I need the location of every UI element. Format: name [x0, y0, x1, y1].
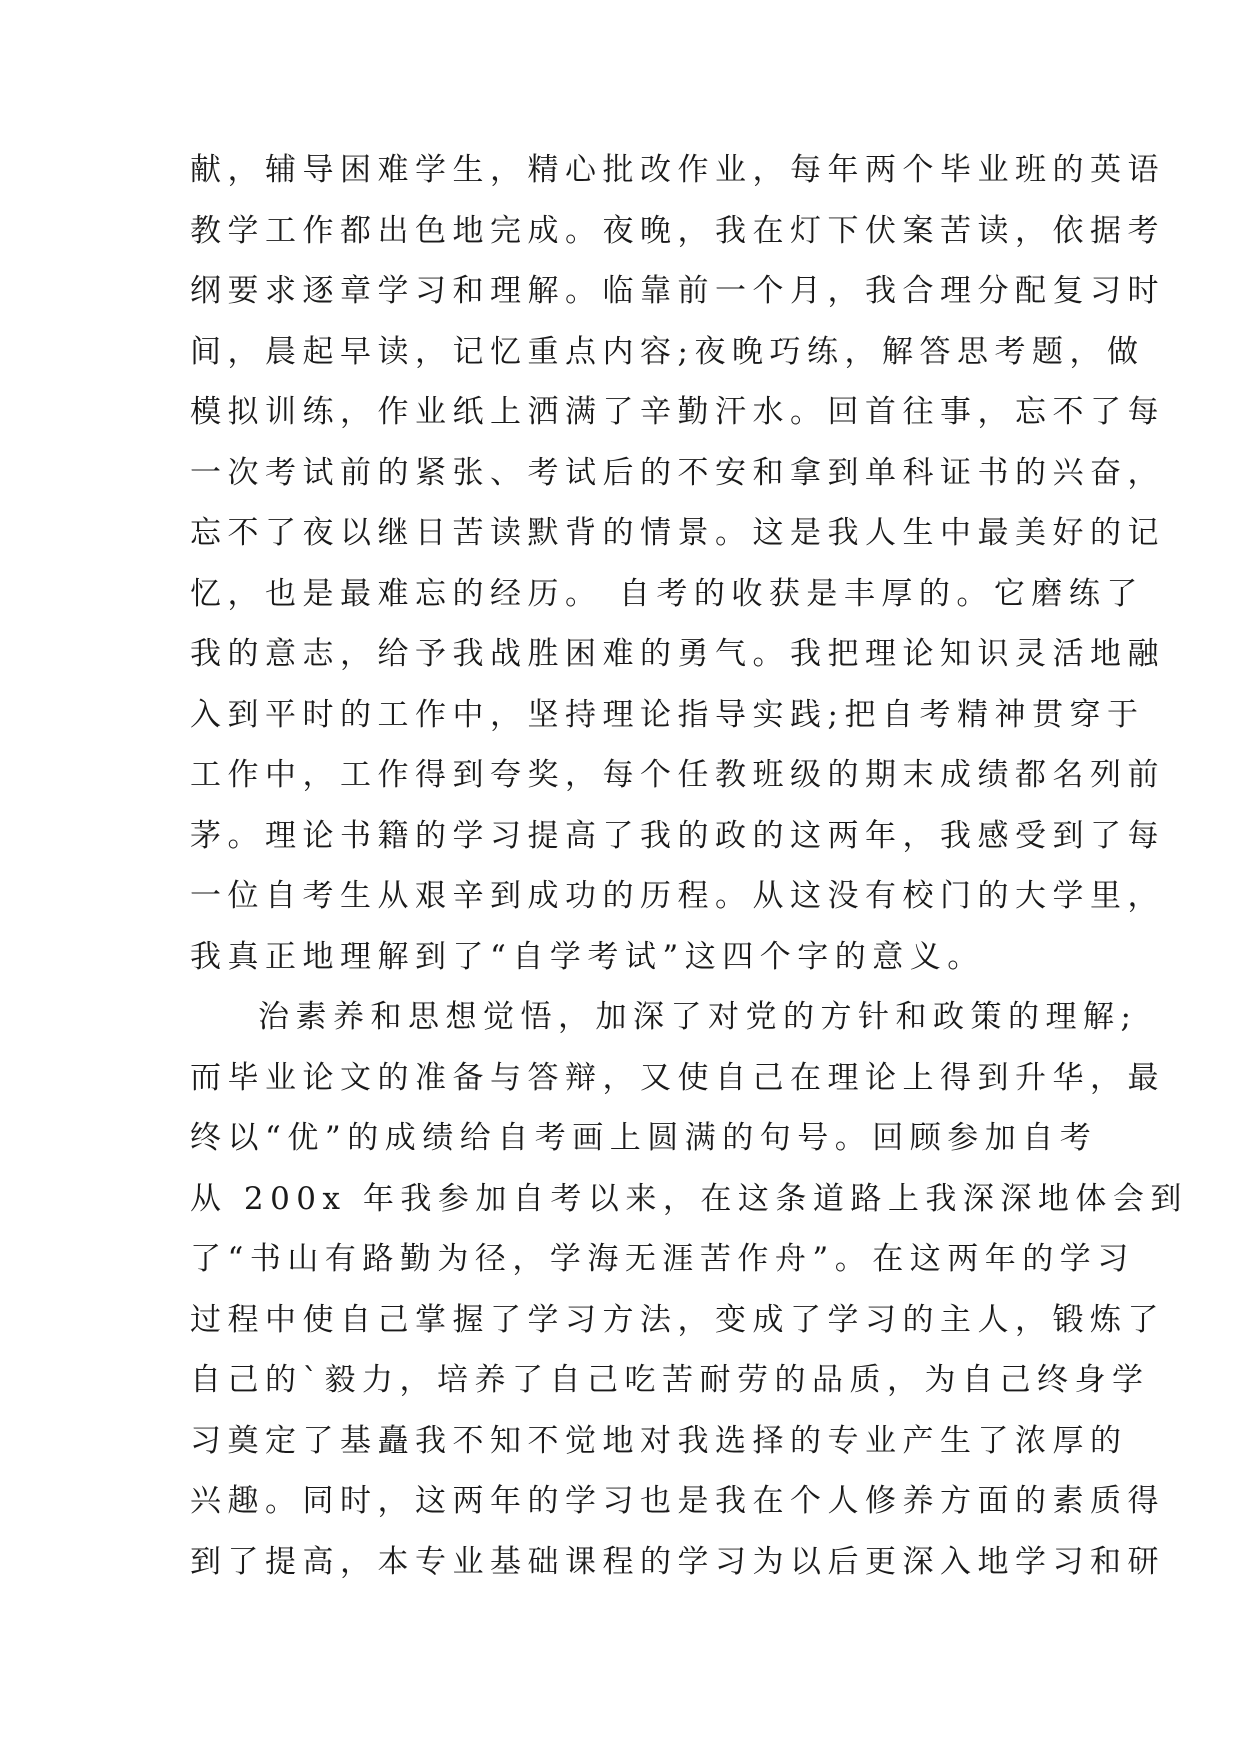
text-line: 我真正地理解到了“自学考试”这四个字的意义。: [190, 938, 985, 975]
text-line: 入到平时的工作中，坚持理论指导实践;把自考精神贯穿于: [190, 696, 1145, 733]
document-body: [190, 140, 1188, 1592]
text-line: 忘不了夜以继日苦读默背的情景。这是我人生中最美好的记: [190, 515, 1165, 551]
text-line: 模拟训练，作业纸上洒满了辛勤汗水。回首往事，忘不了每: [190, 394, 1165, 430]
text-line: 我的意志，给予我战胜困难的勇气。我把理论知识灵活地融: [190, 636, 1165, 672]
text-line: 间，晨起早读，记忆重点内容;夜晚巧练，解答思考题，做: [190, 333, 1145, 370]
text-line: 忆，也是最难忘的经历。 自考的收获是丰厚的。它磨练了: [190, 575, 1144, 612]
text-line: 了“书山有路勤为径，学海无涯苦作舟”。在这两年的学习: [190, 1241, 1135, 1277]
text-line: 兴趣。同时，这两年的学习也是我在个人修养方面的素质得: [190, 1483, 1165, 1519]
text-line: 一次考试前的紧张、考试后的不安和拿到单科证书的兴奋，: [190, 454, 1165, 491]
paragraph-1: [190, 140, 1165, 987]
text-line: 一位自考生从艰辛到成功的历程。从这没有校门的大学里，: [190, 878, 1165, 914]
text-line: 过程中使自己掌握了学习方法，变成了学习的主人，锻炼了: [190, 1301, 1165, 1338]
text-line: 而毕业论文的准备与答辩，又使自己在理论上得到升华，最: [190, 1059, 1165, 1096]
text-line: 从 200x 年我参加自考以来，在这条道路上我深深地体会到: [190, 1180, 1188, 1217]
text-line: 到了提高，本专业基础课程的学习为以后更深入地学习和研: [190, 1543, 1165, 1580]
text-line: 纲要求逐章学习和理解。临靠前一个月，我合理分配复习时: [190, 273, 1165, 309]
text-line-indented: 治素养和思想觉悟，加深了对党的方针和政策的理解;: [258, 999, 1138, 1035]
text-line: 自己的`毅力，培养了自己吃苦耐劳的品质，为自己终身学: [190, 1362, 1150, 1398]
paragraph-2: [190, 987, 1188, 1592]
text-line: 献，辅导困难学生，精心批改作业，每年两个毕业班的英语: [190, 152, 1165, 188]
text-line: 终以“优”的成绩给自考画上圆满的句号。回顾参加自考: [190, 1120, 1098, 1156]
text-line: 工作中，工作得到夸奖，每个任教班级的期末成绩都名列前: [190, 757, 1165, 793]
text-line: 教学工作都出色地完成。夜晚，我在灯下伏案苦读，依据考: [190, 212, 1165, 249]
text-line: 茅。理论书籍的学习提高了我的政的这两年，我感受到了每: [190, 817, 1165, 854]
text-line: 习奠定了基矗我不知不觉地对我选择的专业产生了浓厚的: [190, 1422, 1128, 1459]
